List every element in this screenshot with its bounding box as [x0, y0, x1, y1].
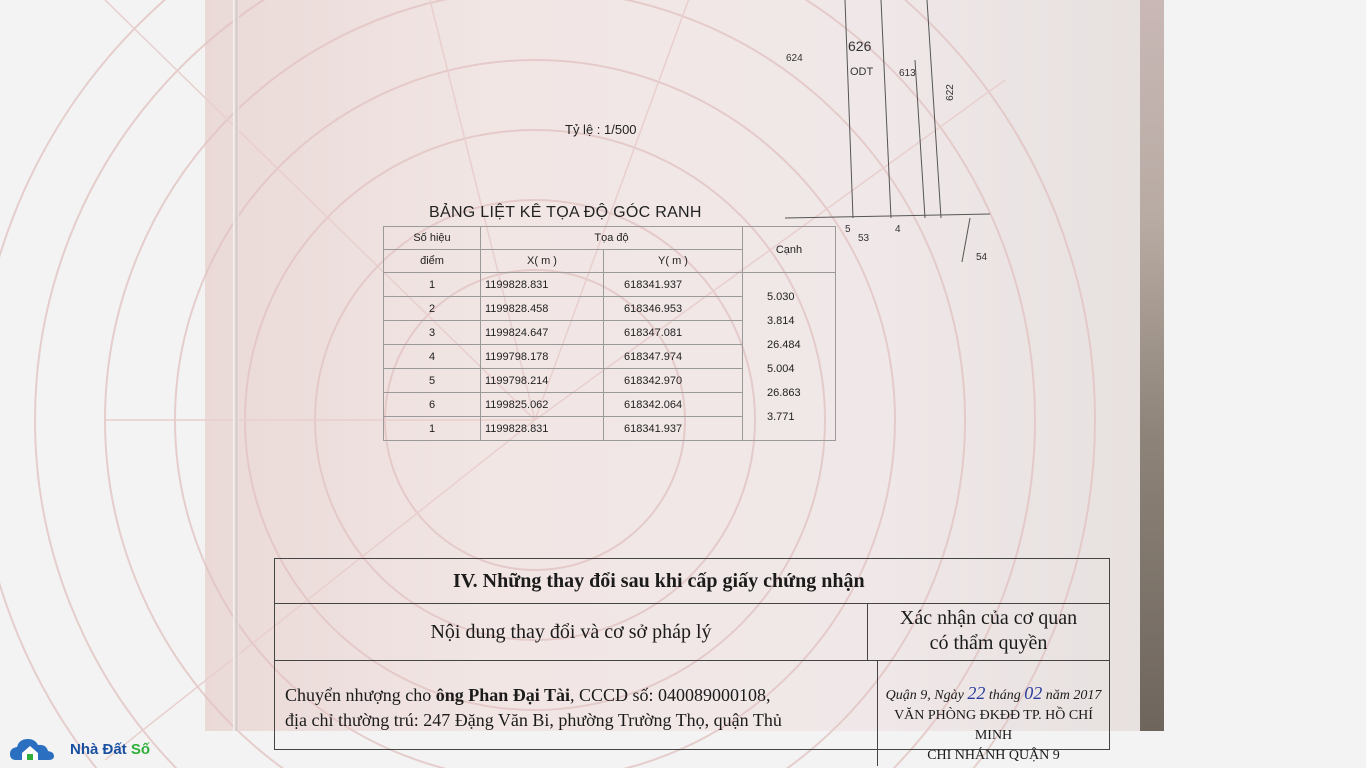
edge-length: 26.863	[767, 387, 801, 399]
map-point: 5	[845, 224, 851, 235]
confirmation-column-header	[868, 604, 1109, 660]
transferee-name: ông Phan Đại Tài	[435, 685, 570, 705]
edge-length: 3.771	[767, 411, 795, 423]
house-cloud-icon	[8, 734, 66, 764]
header-canh: Cạnh	[743, 227, 836, 273]
change-line	[285, 683, 877, 708]
header-diem: điểm	[384, 250, 481, 273]
row-y: 618341.937	[604, 273, 743, 297]
changes-section	[274, 558, 1110, 763]
logo-text-accent: Số	[130, 740, 151, 758]
map-scale: Tỷ lệ : 1/500	[565, 122, 637, 137]
date-month: 02	[1024, 683, 1043, 703]
coordinate-table	[383, 226, 836, 441]
row-point: 4	[384, 345, 481, 369]
change-text: , CCCD số: 040089000108,	[569, 685, 771, 705]
change-line: địa chỉ thường trú: 247 Đặng Văn Bi, phường Trường Thọ, quận Thủ	[285, 710, 782, 730]
background-edge	[1140, 0, 1164, 731]
confirming-office: VĂN PHÒNG ĐKĐĐ TP. HỒ CHÍ MINH	[894, 708, 1093, 743]
content-column-header: Nội dung thay đổi và cơ sở pháp lý	[275, 604, 868, 660]
edge-length: 26.484	[767, 339, 801, 351]
row-y: 618347.974	[604, 345, 743, 369]
document-photo	[205, 0, 1164, 763]
row-y: 618346.953	[604, 297, 743, 321]
date-year: năm 2017	[1045, 688, 1102, 703]
row-x: 1199824.647	[481, 321, 604, 345]
confirmation-header-line: Xác nhận của cơ quan	[899, 607, 1078, 629]
header-x: X( m )	[481, 250, 604, 273]
edge-length: 5.004	[767, 363, 795, 375]
date-prefix: Quận 9, Ngày	[885, 688, 964, 703]
date-month-label: tháng	[988, 688, 1021, 703]
row-y: 618342.970	[604, 369, 743, 393]
row-y: 618342.064	[604, 393, 743, 417]
confirmation-date	[878, 683, 1109, 706]
edge-lengths-cell	[743, 273, 836, 441]
confirming-branch: CHI NHÁNH QUẬN 9	[927, 748, 1060, 763]
row-point: 2	[384, 297, 481, 321]
header-toa-do: Tọa độ	[481, 227, 743, 250]
land-type: ODT	[850, 66, 874, 78]
section-header-row	[275, 604, 1109, 661]
edge-length: 5.030	[767, 291, 795, 303]
coord-table-title: BẢNG LIỆT KÊ TỌA ĐỘ GÓC RANH	[429, 204, 702, 221]
row-point: 5	[384, 369, 481, 393]
confirmation-header-line: có thẩm quyền	[929, 632, 1048, 654]
row-x: 1199828.831	[481, 417, 604, 441]
neighbor-parcel: 622	[944, 84, 956, 101]
row-point: 3	[384, 321, 481, 345]
change-text: Chuyển nhượng cho	[285, 685, 436, 705]
row-x: 1199798.178	[481, 345, 604, 369]
change-content	[275, 661, 878, 766]
parcel-number: 626	[848, 38, 872, 54]
edge-label: 54	[976, 252, 988, 263]
row-x: 1199825.062	[481, 393, 604, 417]
row-x: 1199798.214	[481, 369, 604, 393]
neighbor-parcel: 613	[899, 68, 916, 79]
site-logo[interactable]	[8, 734, 150, 764]
logo-text-main: Nhà Đất	[70, 740, 131, 758]
row-x: 1199828.458	[481, 297, 604, 321]
paper-fold	[233, 0, 239, 731]
section-title: IV. Những thay đổi sau khi cấp giấy chứng nhận	[275, 559, 1109, 604]
row-y: 618347.081	[604, 321, 743, 345]
row-point: 6	[384, 393, 481, 417]
confirmation-content	[878, 661, 1109, 766]
map-point: 4	[895, 224, 901, 235]
section-body-row	[275, 661, 1109, 766]
header-so-hieu: Số hiệu	[384, 227, 481, 250]
edge-length: 3.814	[767, 315, 795, 327]
row-y: 618341.937	[604, 417, 743, 441]
edge-label: 53	[858, 233, 870, 244]
logo-text	[70, 741, 150, 758]
neighbor-parcel: 624	[786, 53, 803, 64]
row-point: 1	[384, 273, 481, 297]
date-day: 22	[967, 683, 986, 703]
header-y: Y( m )	[604, 250, 743, 273]
row-x: 1199828.831	[481, 273, 604, 297]
table-row	[384, 273, 836, 297]
row-point: 1	[384, 417, 481, 441]
